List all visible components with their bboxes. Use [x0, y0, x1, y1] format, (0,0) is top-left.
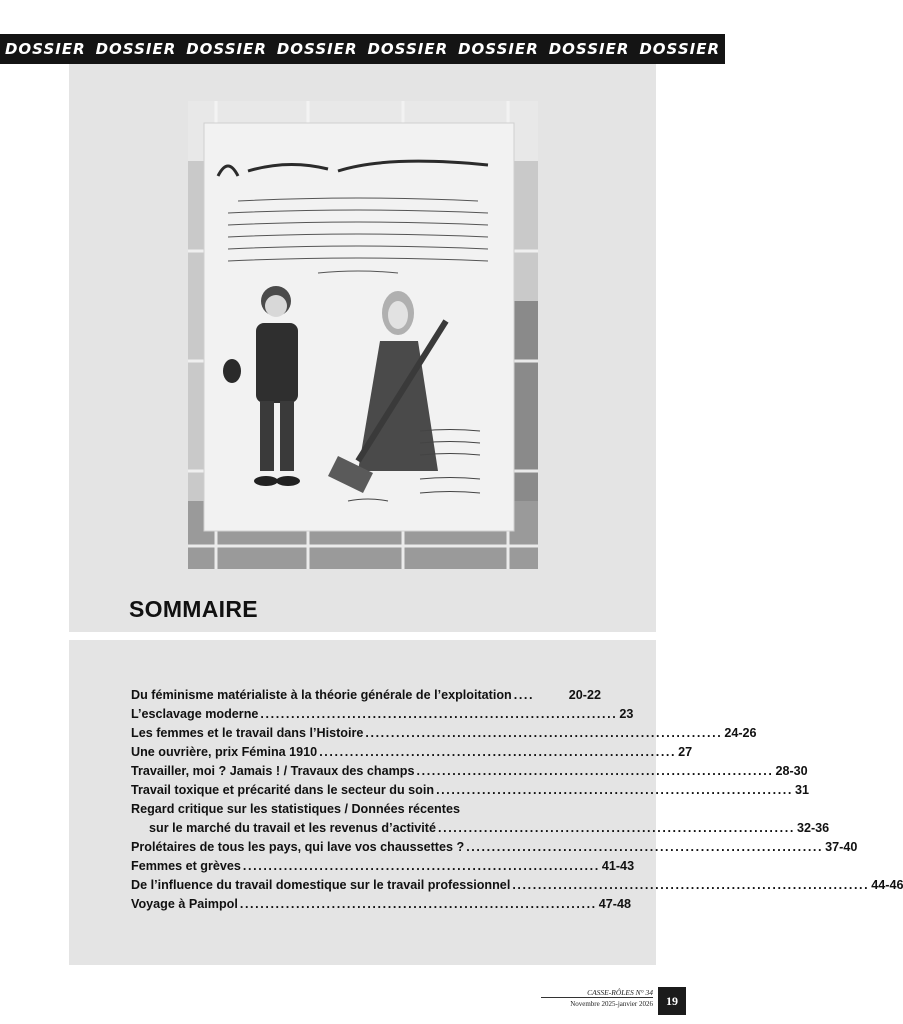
- toc-entry-pages: 20-22: [568, 688, 601, 702]
- toc-entry-title: Du féminisme matérialiste à la théorie générale de l’exploitation: [131, 688, 512, 702]
- toc-entry: [131, 781, 810, 800]
- toc-entry-title: Travail toxique et précarité dans le secteur du soin: [131, 783, 435, 797]
- banner-label: DOSSIER: [276, 40, 358, 58]
- toc-entry: [131, 743, 693, 762]
- toc-entry-pages: 37-40: [825, 840, 858, 854]
- toc-entry-pages: 23: [619, 707, 634, 721]
- banner-label: DOSSIER: [458, 40, 539, 58]
- footer-rule: [541, 997, 653, 998]
- banner-label: DOSSIER: [4, 40, 86, 58]
- banner-label: DOSSIER: [639, 40, 721, 58]
- toc-entry-leader: ......................................................................: [242, 859, 600, 873]
- toc-entry-leader: ......................................................................: [319, 745, 677, 759]
- toc-entry-leader: ......................................................................: [260, 707, 618, 721]
- toc-entry-title: Une ouvrière, prix Fémina 1910: [131, 745, 318, 759]
- toc-entry-leader: ......................................................................: [512, 878, 870, 892]
- toc-entry-title: sur le marché du travail et les revenus d’activité: [149, 821, 436, 835]
- dossier-banner: [0, 34, 725, 64]
- toc-entry-title: L’esclavage moderne: [131, 707, 259, 721]
- toc-entry-leader: ......................................................................: [365, 726, 723, 740]
- toc-entry-title: Femmes et grèves: [131, 859, 241, 873]
- toc-entry-pages: 32-36: [796, 821, 830, 835]
- toc-entry-title: Les femmes et le travail dans l’Histoire: [131, 726, 364, 740]
- toc-entry-title: Prolétaires de tous les pays, qui lave vos chaussettes ?: [131, 840, 465, 854]
- page-number: 19: [658, 987, 686, 1015]
- toc-entry-leader: ......................................................................: [416, 764, 774, 778]
- toc-entry-pages: 24-26: [724, 726, 757, 740]
- banner-label: DOSSIER: [186, 40, 267, 58]
- toc-entry: [131, 686, 601, 705]
- toc-entry-title: De l’influence du travail domestique sur le travail professionnel: [131, 878, 511, 892]
- toc-entry-pages: 47-48: [598, 897, 632, 911]
- publication-date: Novembre 2025-janvier 2026: [570, 1000, 653, 1008]
- toc-entry: [131, 838, 858, 857]
- toc-entry: [131, 895, 632, 914]
- toc-entry-leader: ......................................................................: [239, 897, 597, 911]
- banner-label: DOSSIER: [367, 40, 449, 58]
- toc-entry: [131, 876, 903, 895]
- toc-entry-title: Voyage à Paimpol: [131, 897, 238, 911]
- sommaire-title: SOMMAIRE: [129, 596, 258, 622]
- toc-entry: [131, 819, 830, 838]
- toc-entry-leader: ......................................................................: [438, 821, 795, 835]
- toc-entry: [131, 705, 634, 724]
- toc-entry-pages: 41-43: [601, 859, 635, 873]
- toc-entry: [131, 857, 635, 876]
- banner-label: DOSSIER: [548, 40, 630, 58]
- toc-entry-pages: 44-46: [871, 878, 903, 892]
- toc-entry-leader: ......................................................................: [466, 840, 824, 854]
- toc-entry-title: Travailler, moi ? Jamais ! / Travaux des champs: [131, 764, 415, 778]
- poster-photo-icon: [188, 101, 538, 569]
- publication-name: CASSE-RÔLES N° 34: [587, 988, 653, 997]
- toc-entry-pages: 28-30: [775, 764, 808, 778]
- toc-entry-pages: 27: [678, 745, 693, 759]
- toc-entry-leader: ......................................................................: [436, 783, 793, 797]
- table-of-contents: [131, 686, 903, 914]
- banner-label: DOSSIER: [95, 40, 177, 58]
- toc-entry-title: Regard critique sur les statistiques / Données récentes: [131, 802, 460, 816]
- toc-entry: [131, 724, 757, 743]
- toc-entry-pages: 31: [795, 783, 810, 797]
- toc-entry: [131, 800, 601, 819]
- toc-entry-leader: ....: [513, 688, 535, 702]
- toc-entry: [131, 762, 808, 781]
